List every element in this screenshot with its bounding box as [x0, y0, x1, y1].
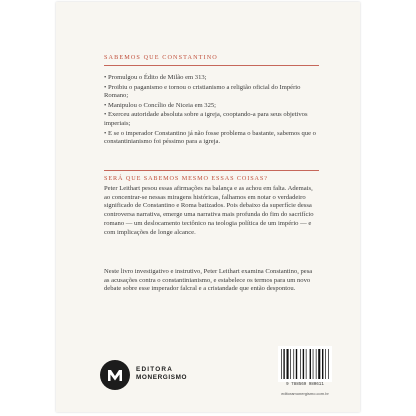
- list-item: • Promulgou o Édito de Milão em 313;: [104, 74, 207, 81]
- divider-middle: [104, 170, 319, 171]
- book-back-cover: [56, 2, 360, 412]
- isbn-barcode: [278, 346, 332, 382]
- list-item: • Proibiu o paganismo e tornou o cristianismo a religião oficial do Império Romano;: [104, 83, 301, 100]
- body-paragraph-1: Peter Leithart pesou essas afirmações na balança e as achou em falta. Ademais, ao concentrar-se nessas miragens históricas, falhamos em notar o verdadeiro significado de Constantino e Roma batizados. Pois debaixo da superfície dessa controversa narrativa, emerge uma narrativa mais profunda do fim do sacrifício romano — um deslocamento tectônico na teologia política de um império — e com implicações de longe alcance.: [104, 185, 314, 236]
- section-heading: SABEMOS QUE CONSTANTINO: [104, 54, 218, 61]
- publisher-logo-icon: [100, 360, 130, 390]
- divider-top: [104, 65, 319, 66]
- publisher-line-1: EDITORA: [136, 366, 174, 373]
- publisher-name: [136, 366, 187, 382]
- body-paragraph-2: Neste livro investigativo e instrutivo, Peter Leithart examina Constantino, pesa as acusações contra o constantinianismo, e estabelece os termos para um novo debate sobre esse imperador falcral e a cristandade que então despontou.: [104, 268, 313, 293]
- publisher-website: editoramonergismo.com.br: [281, 391, 329, 396]
- publisher-line-2: MONERGISMO: [136, 374, 188, 381]
- isbn-number: 9 788569 980611: [286, 383, 324, 387]
- facts-list: [104, 74, 319, 148]
- list-item: • Exerceu autoridade absoluta sobre a igreja, cooptando-a para seus objetivos imperiais;: [104, 111, 308, 127]
- list-item: • Manipulou o Concílio de Niceia em 325;: [104, 101, 217, 109]
- question-heading: SERÁ QUE SABEMOS MESMO ESSAS COISAS?: [104, 175, 268, 182]
- list-item: • E se o imperador Constantino já não fosse problema o bastante, sabemos que o constantinianismo foi péssimo para a igreja.: [104, 129, 316, 146]
